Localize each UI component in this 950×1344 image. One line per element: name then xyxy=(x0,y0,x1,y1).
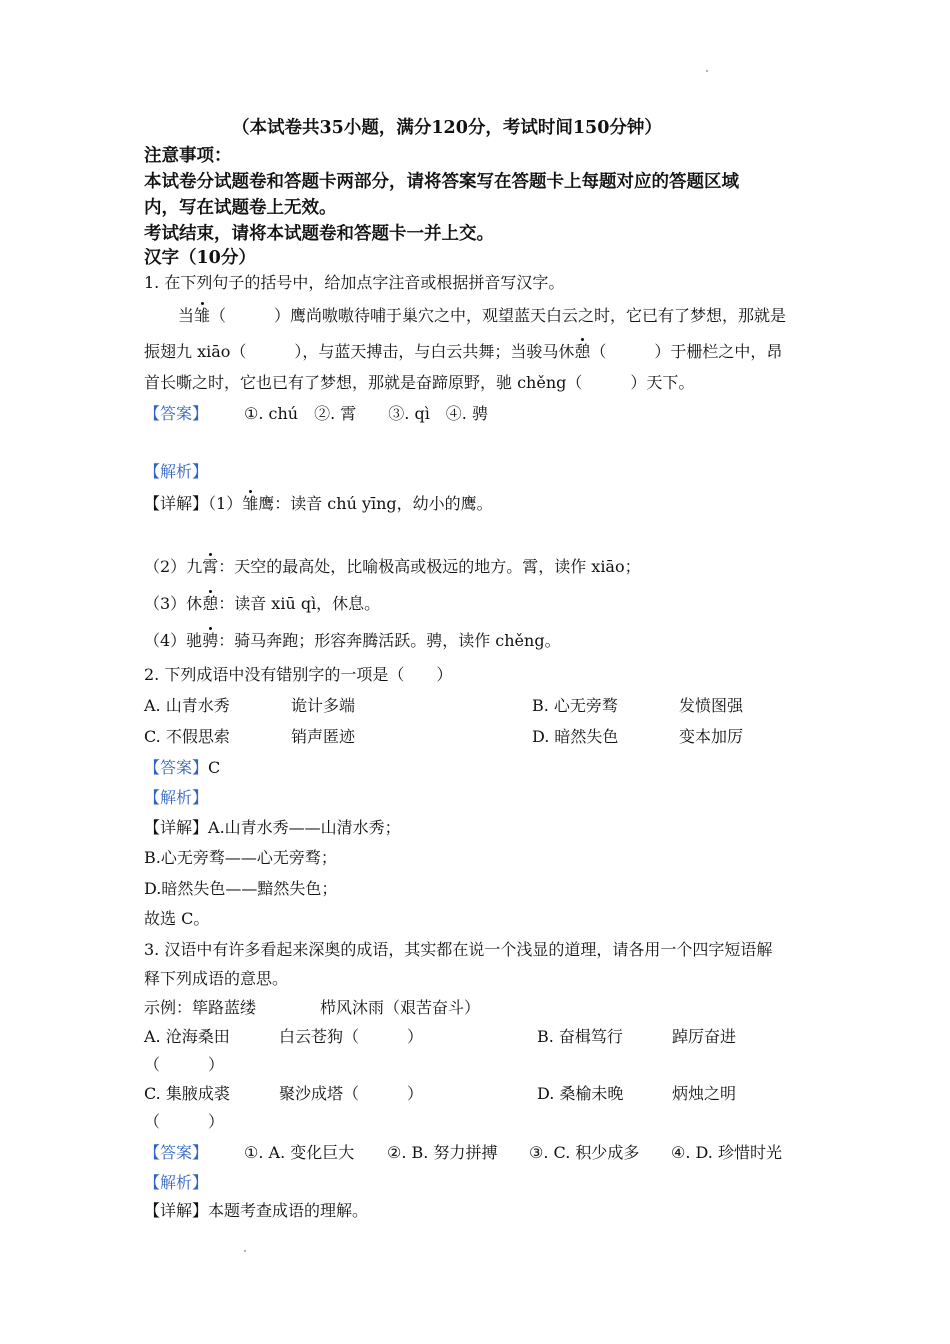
exam-info: （本试卷共35小题，满分120分，考试时间150分钟） xyxy=(232,118,662,138)
q1-analysis-label: 【解析】 xyxy=(144,462,209,481)
detail-text: ：读音 xiū qì，休息。 xyxy=(218,594,381,613)
answer-label: 【答案】 xyxy=(144,758,209,777)
q1-stem: 1. 在下列句子的括号中，给加点字注音或根据拼音写汉字。 xyxy=(144,273,565,292)
option-b: B. 心无旁骛 xyxy=(532,696,618,715)
emphasis-char: 雏 xyxy=(194,306,211,325)
q2-detail-2: B.心无旁骛——心无旁骛； xyxy=(144,848,337,867)
detail-label: 【详解】 xyxy=(144,818,209,837)
q1-detail-1 xyxy=(144,494,493,514)
notice-item-1b: 内，写在试题卷上无效。 xyxy=(144,198,337,218)
option-a-idiom: 白云苍狗（ ） xyxy=(279,1027,424,1046)
detail-label: 【详解】 xyxy=(144,1201,209,1220)
q1-detail-4 xyxy=(144,631,561,651)
option-d: D. 暗然失色 xyxy=(532,727,619,746)
answer-text: C xyxy=(208,758,221,777)
q3-blank-d: （ ） xyxy=(144,1112,225,1131)
option-a: A. 沧海桑田 xyxy=(144,1027,230,1046)
q1-passage-line-1 xyxy=(178,306,786,326)
q3-stem-line-1: 3. 汉语中有许多看起来深奥的成语，其实都在说一个浅显的道理，请各用一个四字短语解 xyxy=(144,940,773,959)
q3-analysis-label: 【解析】 xyxy=(144,1173,209,1192)
option-a: A. 山青水秀 xyxy=(144,696,230,715)
answer-item-1: ①. A. 变化巨大 xyxy=(244,1143,355,1162)
option-c-idiom: 聚沙成塔（ ） xyxy=(279,1084,424,1103)
q1-passage-line-2 xyxy=(144,342,782,362)
q2-answer xyxy=(144,758,220,778)
answer-item-3: ③. C. 积少成多 xyxy=(529,1143,640,1162)
q3-detail xyxy=(144,1201,368,1221)
detail-text: ：骑马奔跑；形容奔腾活跃。骋，读作 chěng。 xyxy=(218,631,561,650)
q2-conclusion: 故选 C。 xyxy=(144,909,210,928)
emphasis-char: 憩 xyxy=(574,342,591,361)
q1-text: 振翅九 xiāo（ ），与蓝天搏击，与白云共舞；当骏马休 xyxy=(144,342,575,361)
q2-stem: 2. 下列成语中没有错别字的一项是（ ） xyxy=(144,665,453,684)
option-c: C. 不假思索 xyxy=(144,727,230,746)
q2-detail-1 xyxy=(144,818,401,838)
option-d-idiom: 变本加厉 xyxy=(679,727,744,746)
q3-stem-line-2: 释下列成语的意思。 xyxy=(144,969,289,988)
q1-detail-2 xyxy=(144,557,641,577)
answer-item-4: ④. D. 珍惜时光 xyxy=(671,1143,782,1162)
q1-text: （ ）于栅栏之中，昂 xyxy=(590,342,783,361)
detail-text: （4）驰 xyxy=(144,631,203,650)
scan-mark-top xyxy=(706,70,708,72)
emphasis-char: 霄 xyxy=(202,557,219,576)
detail-text: ：天空的最高处，比喻极高或极远的地方。霄，读作 xiāo； xyxy=(218,557,641,576)
detail-text: （2）九 xyxy=(144,557,203,576)
answer-label: 【答案】 xyxy=(144,404,209,423)
q3-blank-b: （ ） xyxy=(144,1055,225,1074)
q1-passage-line-3: 首长嘶之时，它也已有了梦想，那就是奋蹄原野，驰 chěng（ ）天下。 xyxy=(144,373,695,392)
emphasis-char: 憩 xyxy=(202,594,219,613)
option-d: D. 桑榆未晚 xyxy=(537,1084,624,1103)
scan-mark-bottom xyxy=(244,1250,246,1252)
detail-text: 本题考查成语的理解。 xyxy=(208,1201,369,1220)
notice-title: 注意事项： xyxy=(144,146,232,166)
option-b-idiom: 发愤图强 xyxy=(679,696,744,715)
q3-example: 示例：筚路蓝缕 栉风沐雨（艰苦奋斗） xyxy=(144,998,481,1017)
q2-detail-3: D.暗然失色——黯然失色； xyxy=(144,879,338,898)
detail-label: 【详解】 xyxy=(144,494,209,513)
q1-text: （ ）鹰尚嗷嗷待哺于巢穴之中，观望蓝天白云之时，它已有了梦想，那就是 xyxy=(210,306,787,325)
emphasis-char: 雏 xyxy=(242,494,259,513)
notice-item-2: 考试结束，请将本试题卷和答题卡一并上交。 xyxy=(144,224,494,244)
option-b: B. 奋楫笃行 xyxy=(537,1027,623,1046)
detail-text: 鹰：读音 chú yīng，幼小的鹰。 xyxy=(258,494,493,513)
detail-text: （3）休 xyxy=(144,594,203,613)
q1-detail-3 xyxy=(144,594,380,614)
answer-label: 【答案】 xyxy=(144,1143,209,1162)
notice-item-1a: 本试卷分试题卷和答题卡两部分，请将答案写在答题卡上每题对应的答题区域 xyxy=(144,172,739,192)
option-a-idiom: 诡计多端 xyxy=(291,696,356,715)
answer-text: ①. chú ②. 霄 ③. qì ④. 骋 xyxy=(244,404,488,423)
option-c: C. 集腋成裘 xyxy=(144,1084,230,1103)
option-d-idiom: 炳烛之明 xyxy=(672,1084,737,1103)
detail-text: A.山青水秀——山清水秀； xyxy=(208,818,401,837)
option-c-idiom: 销声匿迹 xyxy=(291,727,356,746)
q2-analysis-label: 【解析】 xyxy=(144,788,209,807)
section-title: 汉字（10分） xyxy=(144,248,256,268)
q1-text: 当 xyxy=(178,306,195,325)
emphasis-char: 骋 xyxy=(202,631,219,650)
option-b-idiom: 踔厉奋进 xyxy=(672,1027,737,1046)
answer-item-2: ②. B. 努力拼搏 xyxy=(387,1143,498,1162)
detail-text: （1） xyxy=(208,494,243,513)
q1-answer xyxy=(144,404,488,424)
